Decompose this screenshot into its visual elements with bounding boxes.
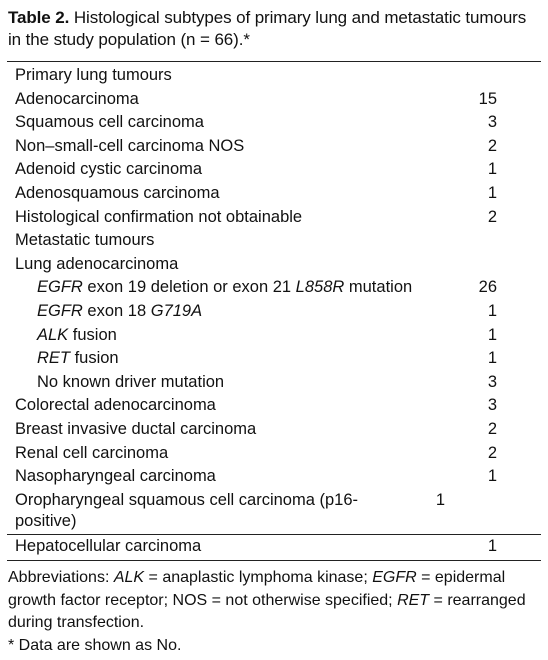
table-row: Non–small-cell carcinoma NOS 2 — [15, 136, 497, 155]
data-footnote: * Data are shown as No. — [8, 636, 182, 654]
mixed-label — [15, 300, 457, 324]
subsection-header-lung-adenocarcinoma: Lung adenocarcinoma — [15, 254, 179, 273]
table-row: Hepatocellular carcinoma 1 — [15, 536, 497, 555]
table-row: EGFR exon 19 deletion or exon 21 L858R mutation 26 — [7, 276, 541, 300]
table-row: Colorectal adenocarcinoma 3 — [15, 396, 497, 415]
table-row: RET fusion 1 — [7, 347, 541, 371]
text-fragment: exon 19 deletion or exon 21 — [82, 278, 296, 297]
italic-term: EGFR — [37, 301, 83, 320]
table-document — [7, 7, 541, 657]
subtype-table — [7, 61, 541, 561]
table-row: Squamous cell carcinoma 3 — [15, 113, 497, 132]
italic-term: L858R — [295, 278, 345, 297]
abbreviations-note: Abbreviations: ALK = anaplastic lymphoma kinase; EGFR = epidermal growth factor receptor; NOS = not otherwise specified; RET = rearranged during transfection. — [8, 569, 526, 632]
text-fragment: No known driver mutation — [37, 372, 225, 391]
text-fragment: mutation — [344, 278, 413, 297]
table-row: Adenosquamous carcinoma 1 — [15, 183, 497, 202]
section-header-primary: Primary lung tumours — [15, 66, 172, 84]
table-caption-text: Histological subtypes of primary lung and metastatic tumours in the study population (n = 66).* — [8, 8, 527, 49]
table-row: Oropharyngeal squamous cell carcinoma (p16-positive) 1 — [15, 490, 445, 531]
text-fragment: = anaplastic lymphoma kinase; — [144, 569, 373, 587]
table-row: Renal cell carcinoma 2 — [15, 443, 497, 462]
mixed-label — [15, 371, 457, 395]
italic-term: RET — [397, 591, 430, 609]
table-row: Adenoid cystic carcinoma 1 — [15, 160, 497, 179]
italic-term: ALK — [37, 325, 69, 344]
text-fragment: = epidermal growth factor receptor; NOS = not otherwise specified; — [8, 569, 506, 609]
italic-term: EGFR — [372, 569, 417, 587]
table-row: EGFR exon 18 G719A 1 — [7, 300, 541, 324]
italic-term: EGFR — [37, 278, 83, 297]
mixed-label — [15, 276, 457, 300]
table-row: ALK fusion 1 — [7, 324, 541, 348]
text-fragment: fusion — [68, 325, 117, 344]
table-row: Histological confirmation not obtainable 2 — [15, 207, 497, 226]
table-caption-label: Table 2. — [8, 8, 70, 27]
text-fragment: exon 18 — [82, 301, 151, 320]
mixed-label — [15, 347, 457, 371]
text-fragment: fusion — [70, 349, 119, 368]
table-footnotes — [7, 567, 541, 657]
table-row: Adenocarcinoma 15 — [15, 89, 497, 108]
italic-term: G719A — [150, 301, 203, 320]
italic-term: ALK — [113, 569, 145, 587]
table-row: No known driver mutation 3 — [7, 371, 541, 395]
section-header-metastatic: Metastatic tumours — [15, 231, 155, 250]
italic-term: RET — [37, 349, 70, 368]
table-row: Breast invasive ductal carcinoma 2 — [15, 419, 497, 438]
table-row: Nasopharyngeal carcinoma 1 — [15, 467, 497, 486]
table-caption — [8, 7, 541, 51]
text-fragment: = rearranged during transfection. — [8, 591, 526, 632]
mixed-label — [15, 324, 457, 348]
